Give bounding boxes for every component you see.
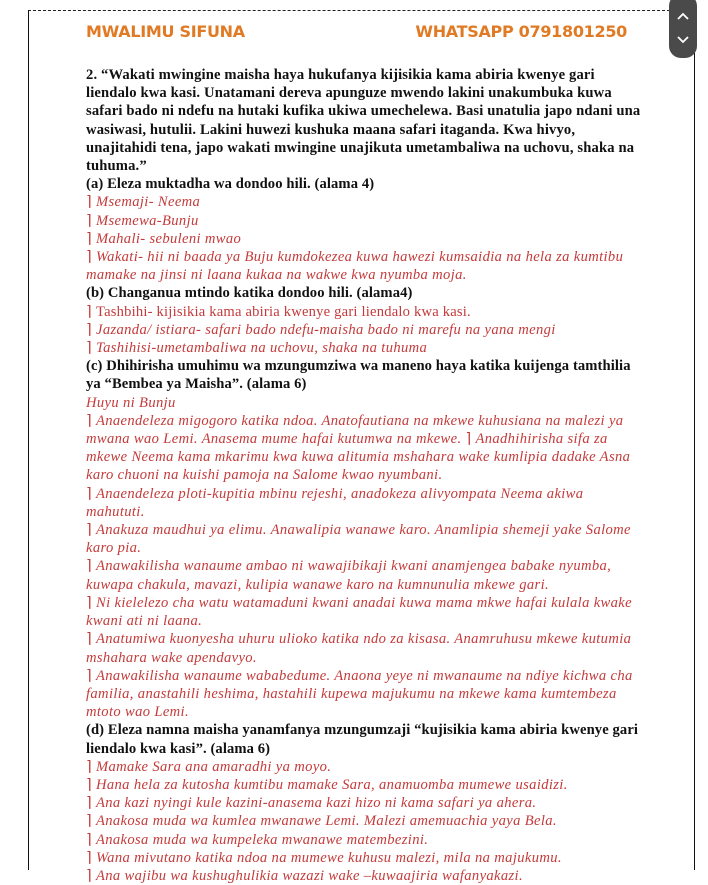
bracket-bullet-icon: ⌉ <box>86 813 93 830</box>
part-c-heading: (c) Dhihirisha umuhimu wa mzungumziwa wa maneno haya katika kuijenga tamthilia ya “Bembea ya Maisha”. (alama 6) <box>86 358 631 393</box>
bracket-bullet-icon: ⌉ <box>86 795 93 812</box>
answer-text: Anawakilisha wanaume wababedume. Anaona yeye ni mwanaume na ndiye kichwa cha familia, anastahili heshima, hastahili kupewa majukumu na mkewe kama kumtembeza mtoto wao Lemi. <box>86 667 633 721</box>
bracket-bullet-icon: ⌉ <box>86 303 92 320</box>
bracket-bullet-icon: ⌉ <box>86 631 93 648</box>
part-d-heading: (d) Eleza namna maisha yanamfanya mzungumzaji “kujisikia kama abiria kwenye gari liendalo kwa kasi”. (alama 6) <box>86 722 639 757</box>
answer-item <box>86 248 646 284</box>
answer-text: Anatumiwa kuonyesha uhuru ulioko katika ndo za kisasa. Anamruhusu mkewe kutumia mshahara wake apendavyo. <box>86 631 632 666</box>
answer-text: Anaendeleza migogoro katika ndoa. Anatofautiana na mkewe kuhusiana na malezi ya mwana wao Lemi. Anasema mume hafai kutumwa na mkewe. <box>86 412 624 448</box>
scroll-up-button[interactable] <box>669 4 697 28</box>
answer-text: Mamake Sara ana amaradhi ya moyo. <box>96 758 332 775</box>
answer-text: Jazanda/ istiara- safari bado ndefu-maisha bado ni marefu na yana mengi <box>96 321 556 338</box>
answer-item <box>86 521 646 557</box>
part-a <box>86 175 646 284</box>
answer-item <box>86 193 646 211</box>
answer-item <box>86 321 646 339</box>
answer-item <box>86 831 646 849</box>
bracket-bullet-icon: ⌉ <box>86 249 93 266</box>
answer-intro: Huyu ni Bunju <box>86 394 176 411</box>
answer-item <box>86 230 646 248</box>
author-name: MWALIMU SIFUNA <box>86 22 245 41</box>
part-d <box>86 721 646 885</box>
answer-text: Mahali- sebuleni mwao <box>96 230 242 247</box>
answer-text: Ni kielelezo cha watu watamaduni kwani anadai kuwa mama mkwe hafai kulala kwake kwani ati ni laana. <box>86 594 632 630</box>
answer-item <box>86 758 646 776</box>
bracket-bullet-icon: ⌉ <box>86 831 93 848</box>
document-body <box>86 66 646 885</box>
chevron-down-icon <box>677 36 689 44</box>
part-b-heading: (b) Changanua mtindo katika dondoo hili. (alama4) <box>86 285 413 302</box>
answer-text: Hana hela za kutosha kumtibu mamake Sara, anamuomba mumewe usaidizi. <box>96 776 568 793</box>
answer-item <box>86 849 646 867</box>
page-header <box>86 22 631 46</box>
bracket-bullet-icon: ⌉ <box>86 667 93 684</box>
answer-text: Ana kazi nyingi kule kazini-anasema kazi hizo ni kama safari ya ahera. <box>96 795 537 812</box>
answer-item <box>86 812 646 830</box>
bracket-bullet-icon: ⌉ <box>86 340 93 357</box>
answer-text: Anaendeleza ploti-kupitia mbinu rejeshi, anadokeza alivyompata Neema akiwa mahututi. <box>86 485 584 520</box>
answer-text: Tashihisi-umetambaliwa na uchovu, shaka na tuhuma <box>96 340 428 357</box>
bracket-bullet-icon: ⌉ <box>86 758 93 775</box>
answer-text: Anadhihirisha sifa za mkewe Neema kama mkarimu kwa kuwa alitumia mshahara wake kumlipia dadake Asna karo chuoni na kuishi pamoja na Salome kwao nyumbani. <box>86 431 631 484</box>
answer-text: Ana wajibu wa kushughulikia wazazi wake –kuwaajiria wafanyakazi. <box>96 867 523 884</box>
answer-text: Anawakilisha wanaume ambao ni wawajibikaji kwani anamjengea babake nyumba, kuwapa chakula, mavazi, kulipia wanawe karo na kumnunulia mkewe gari. <box>86 558 612 593</box>
answer-text: Msemewa-Bunju <box>96 212 199 229</box>
page-scroll-widget <box>669 0 697 58</box>
answer-text: Anakosa muda wa kumlea mwanawe Lemi. Malezi amemuachia yaya Bela. <box>96 813 557 830</box>
bracket-bullet-icon: ⌉ <box>86 867 93 884</box>
answer-item <box>86 303 646 321</box>
answer-item <box>86 794 646 812</box>
answer-item <box>86 776 646 794</box>
answer-text: Anakosa muda wa kumpeleka mwanawe matembezini. <box>96 831 429 848</box>
answer-text: Wakati- hii ni baada ya Buju kumdokezea kuwa hawezi kumsaidia na hela za kumtibu mamake na jinsi ni laana kukaa na wakwe kwa nyumba moja. <box>86 249 624 284</box>
question-stem: 2. “Wakati mwingine maisha haya hukufanya kijisikia kama abiria kwenye gari liendalo kwa kasi. Unatamani dereva apunguze mwendo lakini unakumbuka kuwa safari bado ni ndefu na hutaki kufika ukiwa umechelewa. Basi unatulia japo ndani una wasiwasi, hutulii. Lakini huwezi kushuka maana safari itaganda. Kwa hivyo, unajitahidi tena, japo wakati mwingine unajikuta umetambaliwa na uchovu, shaka na tuhuma.” <box>86 67 641 175</box>
bracket-bullet-icon: ⌉ <box>465 431 472 448</box>
bracket-bullet-icon: ⌉ <box>86 594 93 611</box>
answer-item <box>86 867 646 885</box>
whatsapp-contact: WHATSAPP 0791801250 <box>415 22 627 41</box>
bracket-bullet-icon: ⌉ <box>86 558 93 575</box>
bracket-bullet-icon: ⌉ <box>86 849 93 866</box>
bracket-bullet-icon: ⌉ <box>86 212 93 229</box>
bracket-bullet-icon: ⌉ <box>86 230 93 247</box>
answer-item <box>86 594 646 630</box>
part-c <box>86 357 646 721</box>
answer-item <box>86 557 646 593</box>
bracket-bullet-icon: ⌉ <box>86 776 93 793</box>
scroll-down-button[interactable] <box>669 28 697 52</box>
bracket-bullet-icon: ⌉ <box>86 194 93 211</box>
answer-item <box>86 630 646 666</box>
bracket-bullet-icon: ⌉ <box>86 321 93 338</box>
bracket-bullet-icon: ⌉ <box>86 412 93 429</box>
part-a-heading: (a) Eleza muktadha wa dondoo hili. (alama 4) <box>86 176 375 193</box>
answer-text: Msemaji- Neema <box>96 194 201 211</box>
answer-item <box>86 412 646 485</box>
part-b <box>86 284 646 357</box>
answer-item <box>86 667 646 722</box>
chevron-up-icon <box>677 12 689 20</box>
answer-text: Tashbihi- kijisikia kama abiria kwenye gari liendalo kwa kasi. <box>96 303 471 320</box>
answer-item <box>86 485 646 521</box>
bracket-bullet-icon: ⌉ <box>86 522 93 539</box>
answer-text: Anakuza maudhui ya elimu. Anawalipia wanawe karo. Anamlipia shemeji yake Salome karo pia. <box>86 522 631 557</box>
answer-item <box>86 212 646 230</box>
answer-text: Wana mivutano katika ndoa na mumewe kuhusu malezi, mila na majukumu. <box>96 849 562 866</box>
answer-item <box>86 339 646 357</box>
bracket-bullet-icon: ⌉ <box>86 485 93 502</box>
